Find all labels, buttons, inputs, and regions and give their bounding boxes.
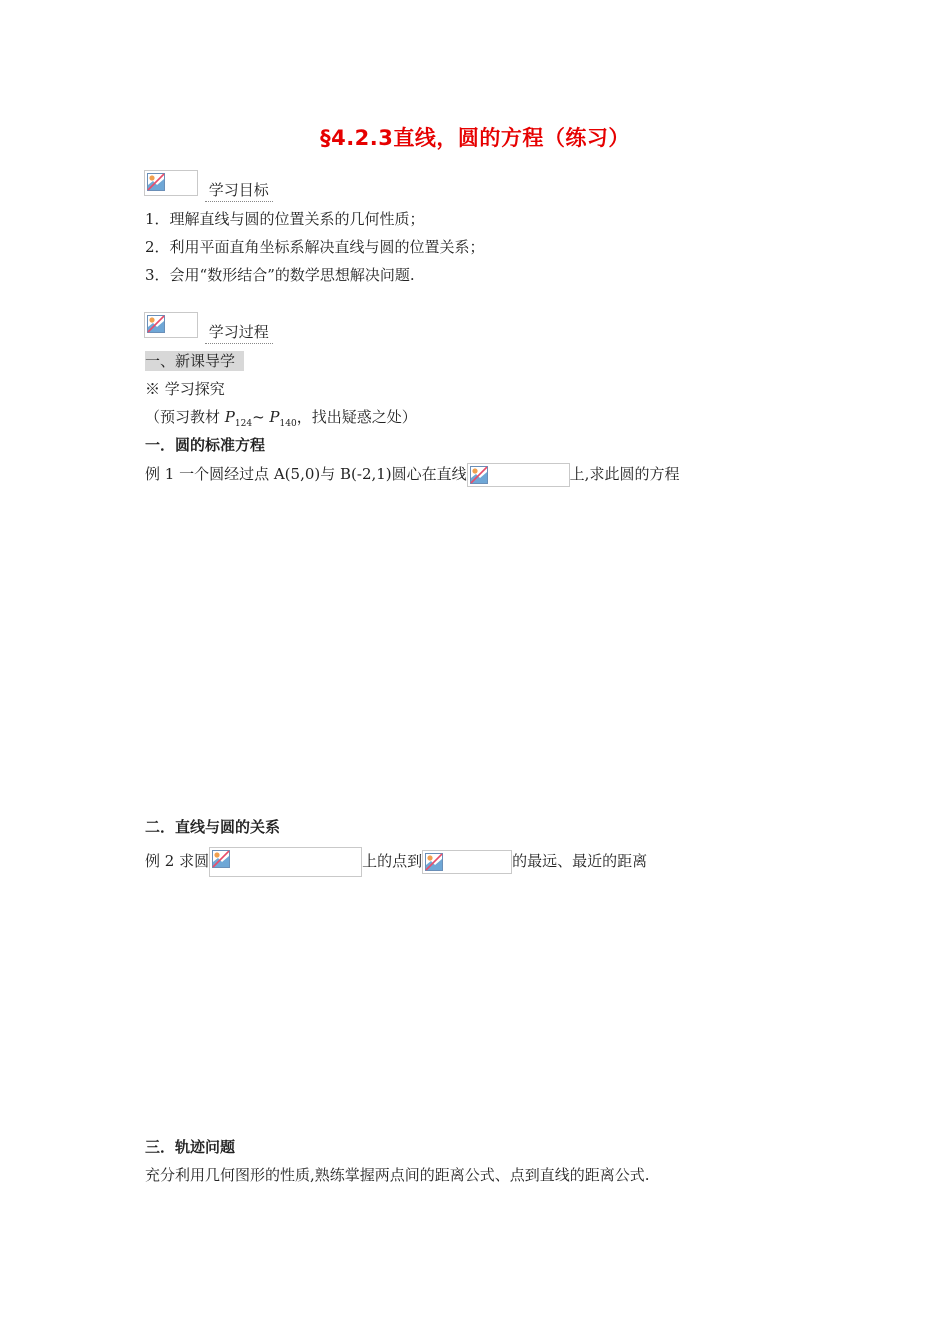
example2-line-image <box>422 850 512 874</box>
example2-suffix: 的最远、最近的距离 <box>512 852 648 870</box>
example2-prefix: 例 2 求圆 <box>145 852 210 870</box>
example1-prefix: 例 1 一个圆经过点 A(5,0)与 B(-2,1)圆心在直线 <box>145 465 467 483</box>
page-end: 140 <box>279 419 297 429</box>
example1-line <box>145 463 679 487</box>
example1-suffix: 上,求此圆的方程 <box>569 465 680 483</box>
broken-image-icon <box>147 173 165 191</box>
preview-line <box>145 407 417 434</box>
broken-image-icon <box>147 315 165 333</box>
goal-item-2: 2．利用平面直角坐标系解决直线与圆的位置关系； <box>145 238 485 256</box>
goals-heading: 学习目标 <box>205 179 273 202</box>
preview-prefix: （预习教材 <box>145 408 225 426</box>
page-letter-end: P <box>269 408 280 426</box>
broken-image-icon <box>425 853 443 871</box>
goals-heading-row <box>144 170 273 199</box>
part1-heading: 一．圆的标准方程 <box>145 436 266 454</box>
goal-item-3: 3．会用“数形结合”的数学思想解决问题. <box>145 266 415 284</box>
preview-suffix: ，找出疑惑之处） <box>296 408 417 426</box>
page-title: §4.2.3直线，圆的方程（练习） <box>320 126 630 150</box>
process-image-placeholder <box>144 312 198 338</box>
example2-mid: 上的点到 <box>362 852 423 870</box>
broken-image-icon <box>212 850 230 868</box>
process-heading-row <box>144 312 273 341</box>
goal-item-1: 1．理解直线与圆的位置关系的几何性质； <box>145 210 425 228</box>
part3-heading: 三．轨迹问题 <box>145 1138 236 1156</box>
new-lesson-heading: 一、新课导学 <box>145 351 244 371</box>
part2-heading: 二．直线与圆的关系 <box>145 818 281 836</box>
explore-heading: ※ 学习探究 <box>145 380 225 398</box>
goals-image-placeholder <box>144 170 198 196</box>
page-start: 124 <box>234 419 253 429</box>
page-letter-start: P <box>224 408 235 426</box>
example2-circle-image <box>209 847 362 877</box>
part3-text: 充分利用几何图形的性质,熟练掌握两点间的距离公式、点到直线的距离公式. <box>145 1166 650 1184</box>
process-heading: 学习过程 <box>205 321 273 344</box>
broken-image-icon <box>470 466 488 484</box>
example1-formula-image <box>467 463 570 487</box>
tilde: ~ <box>252 408 270 426</box>
example2-line <box>145 847 647 877</box>
